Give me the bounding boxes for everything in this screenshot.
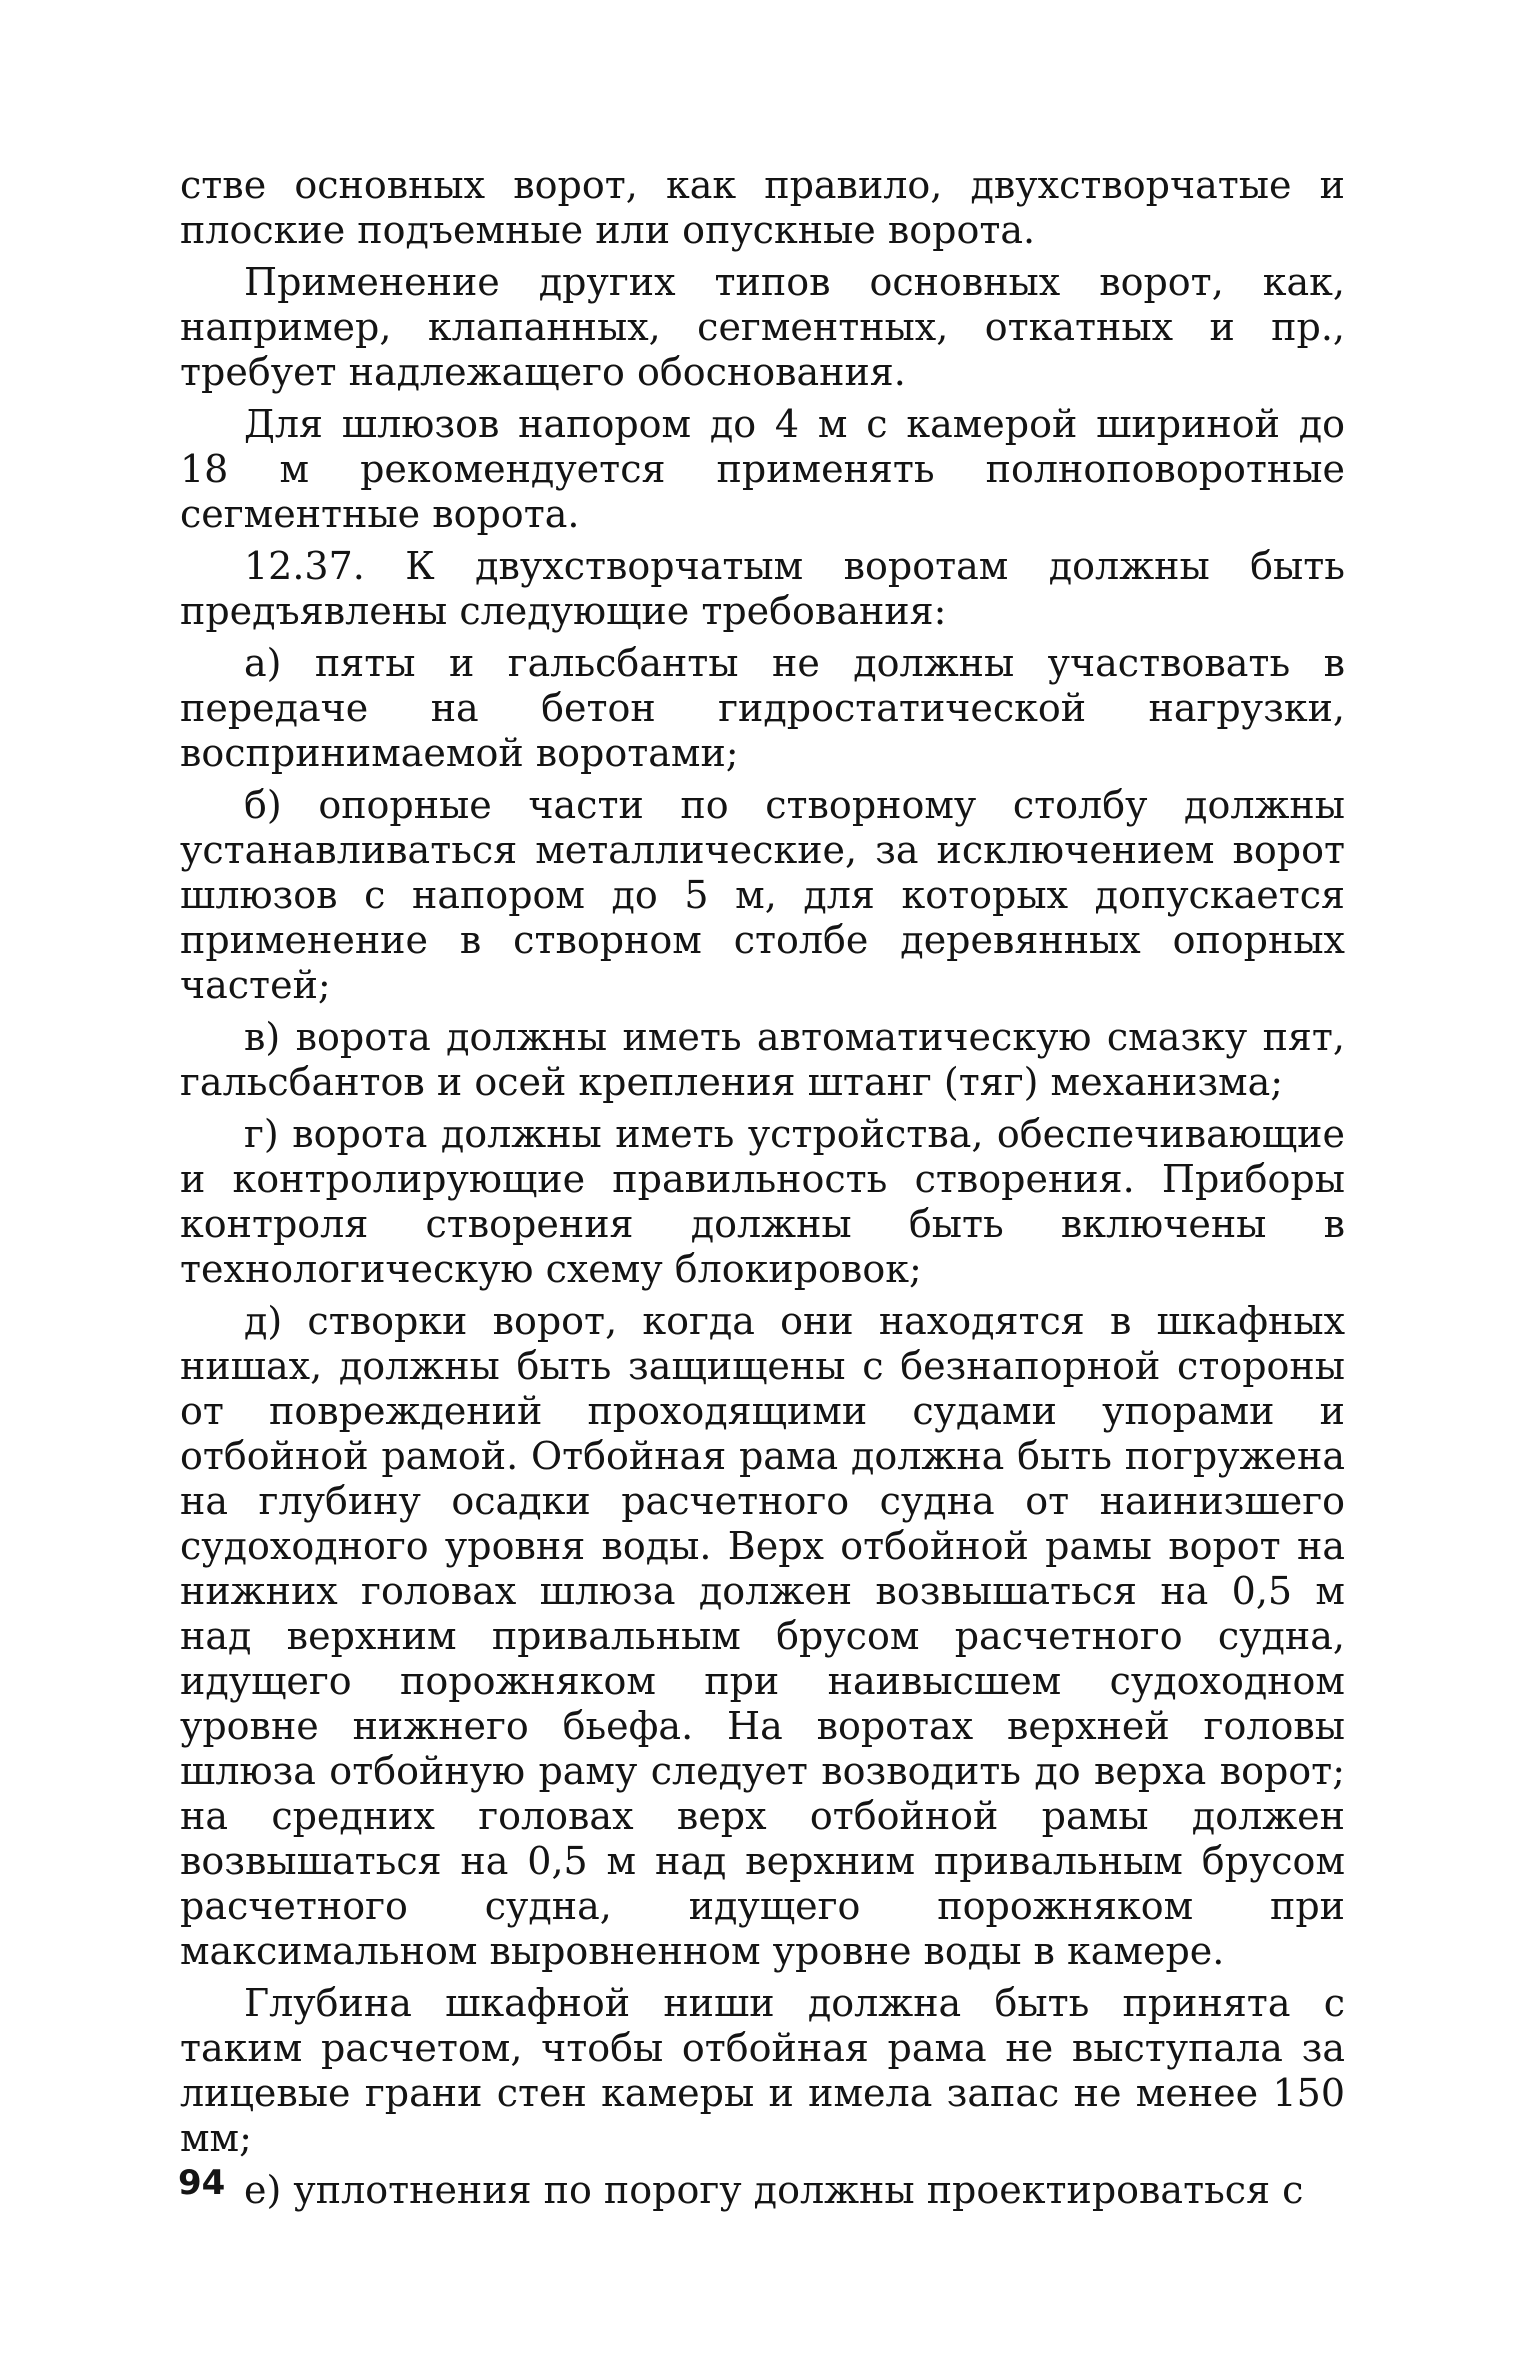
list-item-d: д) створки ворот, когда они находятся в шкафных нишах, должны быть защищены с безнапорной стороны от повреждений проходящими судами упорами и отбойной рамой. Отбойная рама должна быть погружена на глубину осадки расчетного судна от наинизшего судоходного уровня воды. Верх отбойной рамы ворот на нижних головах шлюза должен возвышаться на 0,5 м над верхним привальным брусом расчетного судна, идущего порожняком при наивысшем судоходном уровне нижнего бьефа. На воротах верхней головы шлюза отбойную раму следует возводить до верха ворот; на средних головах верх отбойной рамы должен возвышаться на 0,5 м над верхним привальным брусом расчетного судна, идущего порожняком при максимальном выровненном уровне воды в камере.	[180, 1299, 1345, 1973]
section-heading-paragraph: 12.37. К двухстворчатым воротам должны быть предъявлены следующие требования:	[180, 544, 1345, 633]
paragraph: стве основных ворот, как правило, двухстворчатые и плоские подъемные или опускные ворота.	[180, 163, 1345, 252]
list-item-b: б) опорные части по створному столбу должны устанавливаться металлические, за исключением ворот шлюзов с напором до 5 м, для которых допускается применение в створном столбе деревянных опорных частей;	[180, 783, 1345, 1007]
list-item-v: в) ворота должны иметь автоматическую смазку пят, гальсбантов и осей крепления штанг (тяг) механизма;	[180, 1015, 1345, 1104]
list-item-e: е) уплотнения по порогу должны проектироваться с	[244, 2168, 1304, 2212]
list-item-g: г) ворота должны иметь устройства, обеспечивающие и контролирующие правильность створения. Приборы контроля створения должны быть включены в технологическую схему блокировок;	[180, 1112, 1345, 1291]
page-number: 94	[178, 2163, 226, 2203]
paragraph: Глубина шкафной ниши должна быть принята с таким расчетом, чтобы отбойная рама не выступала за лицевые грани стен камеры и имела запас не менее 150 мм;	[180, 1981, 1345, 2160]
list-item-a: а) пяты и гальсбанты не должны участвовать в передаче на бетон гидростатической нагрузки, воспринимаемой воротами;	[180, 641, 1345, 775]
paragraph: Для шлюзов напором до 4 м с камерой шириной до 18 м рекомендуется применять полноповоротные сегментные ворота.	[180, 402, 1345, 536]
paragraph: Применение других типов основных ворот, как, например, клапанных, сегментных, откатных и пр., требует надлежащего обоснования.	[180, 260, 1345, 394]
body-text	[180, 163, 1345, 2220]
